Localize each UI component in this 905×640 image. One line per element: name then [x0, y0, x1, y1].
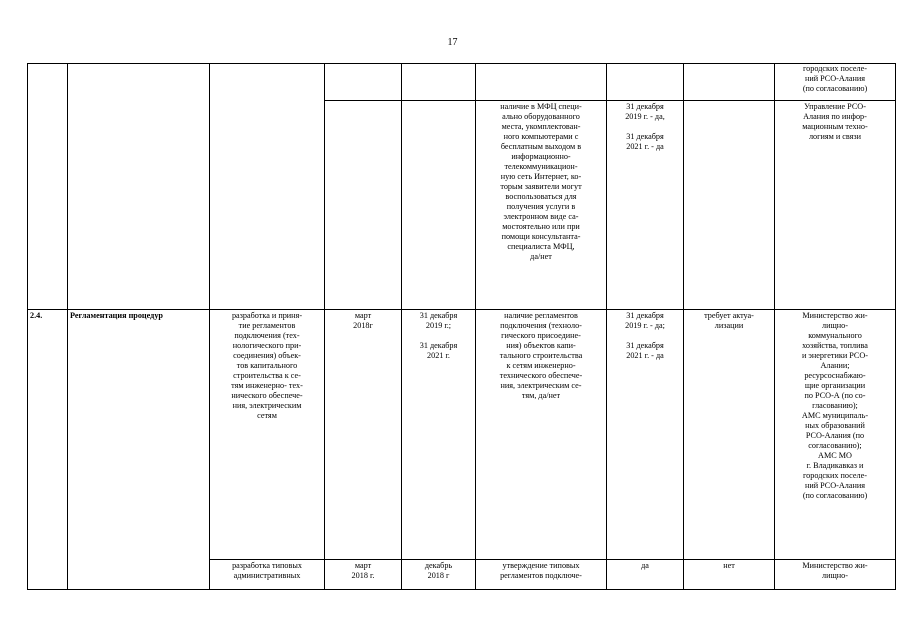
target-text-a: 31 декабря 2019 г. - да;: [625, 311, 665, 330]
cell-end: [402, 310, 476, 560]
cell-status: [684, 64, 775, 101]
indicator-text: утверждение типовых регламентов подключе-: [500, 561, 582, 580]
cell-start: [325, 310, 402, 560]
responsible-text: городских поселе- ний РСО-Алания (по согласованию): [802, 64, 868, 93]
cell-indicator: [476, 560, 607, 590]
start-date: март 2018 г.: [351, 561, 375, 580]
cell-status: [684, 560, 775, 590]
cell-target: [607, 101, 684, 310]
section-title: Регламентация процедур: [70, 311, 163, 320]
cell-responsible: [775, 560, 896, 590]
cell-measure: [210, 310, 325, 560]
cell-num: [28, 64, 68, 310]
responsible-text: Министерство жи- лищно- коммунального хозяйства, топлива и энергетики РСО- Алании; ресурсоснабжаю- щие организации по РСО-А (по со- гласованию); АМС муниципаль- ных образований РСО-Алания (по согласованию); АМС МО г. Владикавказ и городских поселе- ний РСО-Алания (по согласованию): [801, 311, 869, 500]
measure-text: разработка и приня- тие регламентов подключения (тех- нологического при- соединения) объек- тов капитального строительства к се- тям инженерно- тех- нического обеспече- ния, электрическим сетям: [231, 311, 303, 420]
measures-table: [27, 63, 896, 590]
status-text: требует актуа- лизации: [704, 311, 754, 330]
cell-name: [68, 64, 210, 310]
cell-name: [68, 310, 210, 590]
cell-end: [402, 64, 476, 101]
cell-start: [325, 101, 402, 310]
cell-num: [28, 310, 68, 590]
measure-text: разработка типовых административных: [232, 561, 302, 580]
status-text: нет: [723, 561, 735, 570]
indicator-text: наличие регламентов подключения (техноло- гического присоедине- ния) объектов капи- тального строительства к сетям инженерно- технического обеспече- ния, электрическим се- тям, да/нет: [499, 311, 583, 400]
cell-target: [607, 310, 684, 560]
cell-status: [684, 310, 775, 560]
cell-status: [684, 101, 775, 310]
cell-responsible: [775, 310, 896, 560]
cell-target: [607, 560, 684, 590]
indicator-text: наличие в МФЦ специ- ально оборудованного места, укомплектован- ного компьютерами с бесплатным выходом в информационно- телекоммуникацион- ную сеть Интернет, ко- торым заявители могут воспользоваться для получения услуги в электронном виде са- мостоятельно или при помощи консультанта- специалиста МФЦ, да/нет: [500, 102, 582, 261]
responsible-text: Министерство жи- лищно-: [802, 561, 868, 580]
table-row: [28, 64, 896, 101]
cell-end: [402, 101, 476, 310]
cell-measure: [210, 64, 325, 310]
start-date: март 2018г: [353, 311, 373, 330]
table-row: [28, 310, 896, 560]
cell-responsible: [775, 64, 896, 101]
cell-target: [607, 64, 684, 101]
end-date-b: 31 декабря 2021 г.: [419, 341, 458, 360]
target-text-b: 31 декабря 2021 г. - да: [626, 341, 664, 360]
cell-measure: [210, 560, 325, 590]
end-date-a: 31 декабря 2019 г.;: [419, 311, 458, 330]
target-text-b: 31 декабря 2021 г. - да: [626, 132, 664, 151]
target-text: да: [641, 561, 649, 570]
section-number: 2.4.: [30, 311, 43, 320]
cell-indicator: [476, 310, 607, 560]
cell-indicator: [476, 64, 607, 101]
cell-indicator: [476, 101, 607, 310]
cell-end: [402, 560, 476, 590]
end-date: декабрь 2018 г: [424, 561, 453, 580]
cell-start: [325, 560, 402, 590]
target-text-a: 31 декабря 2019 г. - да,: [625, 102, 665, 121]
cell-responsible: [775, 101, 896, 310]
responsible-text: Управление РСО- Алания по инфор- мационным техно- логиям и связи: [802, 102, 868, 141]
cell-start: [325, 64, 402, 101]
page-number: 17: [447, 37, 458, 48]
